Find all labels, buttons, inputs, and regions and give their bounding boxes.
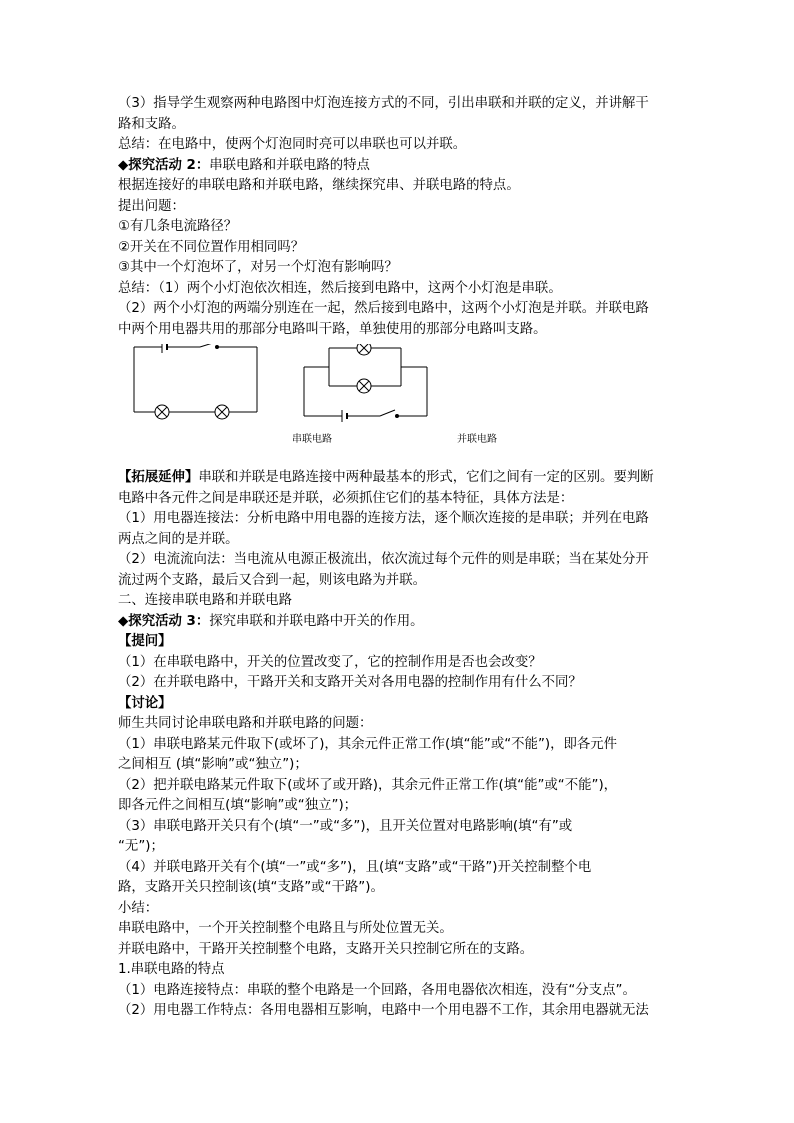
activity-3-bullet: ◆探究活动 3：: [118, 613, 210, 629]
text-line: （2）在并联电路中，干路开关和支路开关对各用电器的控制作用有什么不同？: [118, 675, 582, 690]
text-line: 小结：: [118, 900, 159, 916]
text-line: 两点之间的是并联。: [118, 531, 239, 547]
text-line: （1）串联电路某元件取下(或坏了)，其余元件正常工作(填“能”或“不能”)，即各元件: [118, 736, 618, 752]
discuss-tag: 【讨论】: [118, 695, 172, 711]
text-line: ①有几条电流路径？: [118, 219, 238, 234]
text-line: 电路中各元件之间是串联还是并联，必须抓住它们的基本特征，具体方法是：: [118, 490, 574, 506]
text-line: 之间相互 (填“影响”或“独立”)；: [118, 757, 308, 772]
text-line: 师生共同讨论串联电路和并联电路的问题：: [118, 716, 373, 731]
text-line: ③其中一个灯泡坏了，对另一个灯泡有影响吗？: [118, 260, 398, 275]
text-line: 根据连接好的串联电路和并联电路，继续探究串、并联电路的特点。: [118, 178, 520, 193]
text-line: （1）在串联电路中，开关的位置改变了，它的控制作用是否也会改变？: [118, 654, 542, 670]
text-line: （2）电流流向法：当电流从电源正极流出，依次流过每个元件的则是串联；当在某处分开: [118, 552, 649, 567]
paragraph-activity2: [118, 176, 690, 340]
series-caption: 串联电路: [292, 434, 332, 445]
text-line: （2）把并联电路某元件取下(或坏了或开路)，其余元件正常工作(填“能”或“不能”)，: [118, 777, 618, 793]
text-line: （1）用电器连接法：分析电路中用电器的连接方法，逐个顺次连接的是串联；并列在电路: [118, 511, 649, 526]
switch-blade: [200, 344, 216, 347]
text-line: （2）两个小灯泡的两端分别连在一起，然后接到电路中，这两个小灯泡是并联。并联电路: [118, 301, 649, 316]
circuit-diagrams: [118, 344, 690, 466]
activity-3-title: 探究串联和并联电路中开关的作用。: [209, 613, 424, 629]
text-line: 串联电路中，一个开关控制整个电路且与所处位置无关。: [118, 921, 453, 936]
extension-first-line: [118, 468, 690, 489]
text-line: （1）电路连接特点：串联的整个电路是一个回路，各用电器依次相连，没有“分支点”。: [118, 982, 636, 998]
text-line: （4）并联电路开关有个(填“一”或“多”)，且(填“支路”或“干路”)开关控制整个电: [118, 859, 592, 875]
question-tag: 【提问】: [118, 634, 172, 649]
text-line: （3）指导学生观察两种电路图中灯泡连接方式的不同，引出串联和并联的定义，并讲解干: [118, 96, 649, 111]
text-line: 提出问题：: [118, 198, 185, 214]
lamp-icon: [357, 379, 371, 393]
text-line: ②开关在不同位置作用相同吗？: [118, 239, 305, 255]
text-line: （3）串联电路开关只有个(填“一”或“多”)，且开关位置对电路影响(填“有”或: [118, 818, 573, 834]
parallel-circuit: [304, 344, 427, 422]
activity-2-title: 串联电路和并联电路的特点: [209, 157, 370, 173]
lamp-icon: [155, 405, 169, 419]
text-line: 流过两个支路，最后又合到一起，则该电路为并联。: [118, 572, 426, 588]
text-line: 并联电路中，干路开关控制整个电路，支路开关只控制它所在的支路。: [118, 941, 534, 957]
lamp-icon: [357, 344, 371, 355]
section-heading: 二、连接串联电路和并联电路: [118, 593, 293, 608]
circuit-diagrams-svg: [118, 344, 690, 466]
parallel-caption: 并联电路: [457, 434, 497, 445]
paragraph-discussion: [118, 714, 690, 1022]
text-line: 总结：（1）两个小灯泡依次相连，然后接到电路中，这两个小灯泡是串联。: [118, 280, 562, 296]
extension-text: 串联和并联是电路连接中两种最基本的形式，它们之间有一定的区别。要判断: [198, 470, 654, 485]
text-line: 总结：在电路中，使两个灯泡同时亮可以串联也可以并联。: [118, 137, 467, 152]
paragraph-extension: [118, 468, 690, 612]
activity-2-heading: [118, 156, 690, 177]
text-line: “无”)；: [118, 839, 164, 854]
text-line: 中两个用电器共用的那部分电路叫干路，单独使用的那部分电路叫支路。: [118, 321, 547, 337]
activity-2-bullet: ◆探究活动 2：: [118, 157, 210, 173]
switch-blade: [380, 410, 395, 416]
text-line: 路和支路。: [118, 116, 185, 132]
extension-tag: 【拓展延伸】: [118, 470, 199, 485]
text-line: 路，支路开关只控制该(填“支路”或“干路”)。: [118, 880, 384, 895]
activity-3-heading: [118, 612, 690, 633]
text-line: 即各元件之间相互(填“影响”或“独立”)；: [118, 798, 358, 813]
document-page: [118, 94, 690, 1022]
series-circuit: [134, 344, 257, 419]
paragraph-intro: [118, 94, 690, 156]
lamp-icon: [215, 405, 229, 419]
text-line: 1.串联电路的特点: [118, 962, 225, 977]
text-line: （2）用电器工作特点：各用电器相互影响，电路中一个用电器不工作，其余用电器就无法: [118, 1003, 649, 1018]
